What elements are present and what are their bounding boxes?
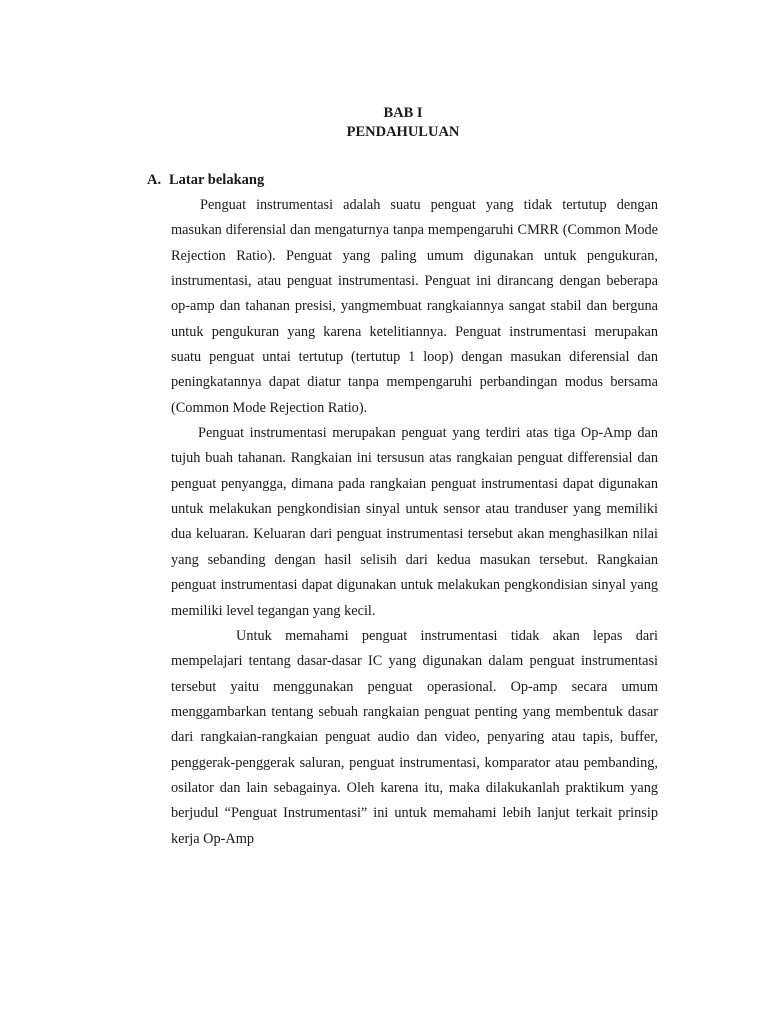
chapter-heading — [0, 104, 768, 142]
paragraph-3: Untuk memahami penguat instrumentasi tidak akan lepas dari mempelajari tentang dasar-dasar IC yang digunakan dalam penguat instrumentasi tersebut yaitu menggunakan penguat operasional. Op-amp secara umum menggambarkan tentang sebuah rangkaian penguat penting yang membentuk dasar dari rangkaian-rangkaian penguat audio dan video, penyaring atau tapis, buffer, penggerak-penggerak saluran, penguat instrumentasi, komparator atau pembanding, osilator dan lain sebagainya. Oleh karena itu, maka dilakukanlah praktikum yang berjudul “Penguat Instrumentasi” ini untuk memahami lebih lanjut terkait prinsip kerja Op-Amp — [171, 627, 658, 847]
body-text — [171, 193, 658, 852]
section-marker: A. — [147, 172, 162, 188]
paragraph-2: Penguat instrumentasi merupakan penguat yang terdiri atas tiga Op-Amp dan tujuh buah tahanan. Rangkaian ini tersusun atas rangkaian penguat differensial dan penguat penyangga, dimana pada rangkaian penguat instrumentasi dapat digunakan untuk melakukan pengkondisian sinyal untuk sensor atau tranduser yang memiliki dua keluaran. Keluaran dari penguat instrumentasi tersebut akan menghasilkan nilai yang sebanding dengan hasil selisih dari kedua masukan tersebut. Rangkaian penguat instrumentasi dapat digunakan untuk melakukan pengkondisian sinyal yang memiliki level tegangan yang kecil. — [171, 425, 658, 619]
paragraph-1: Penguat instrumentasi adalah suatu penguat yang tidak tertutup dengan masukan diferensial dan mengaturnya tanpa mempengaruhi CMRR (Common Mode Rejection Ratio). Penguat yang paling umum digunakan untuk pengukuran, instrumentasi, atau penguat instrumentasi. Penguat ini dirancang dengan beberapa op-amp dan tahanan presisi, yangmembuat rangkaiannya sangat stabil dan berguna untuk pengukuran yang karena ketelitiannya. Penguat instrumentasi merupakan suatu penguat untai tertutup (tertutup 1 loop) dengan masukan diferensial dan peningkatannya dapat diatur tanpa mempengaruhi perbandingan modus bersama (Common Mode Rejection Ratio). — [171, 197, 658, 416]
section-heading — [147, 170, 264, 190]
chapter-number: BAB I — [383, 105, 423, 121]
chapter-title: PENDAHULUAN — [346, 124, 460, 140]
section-title: Latar belakang — [169, 172, 265, 188]
